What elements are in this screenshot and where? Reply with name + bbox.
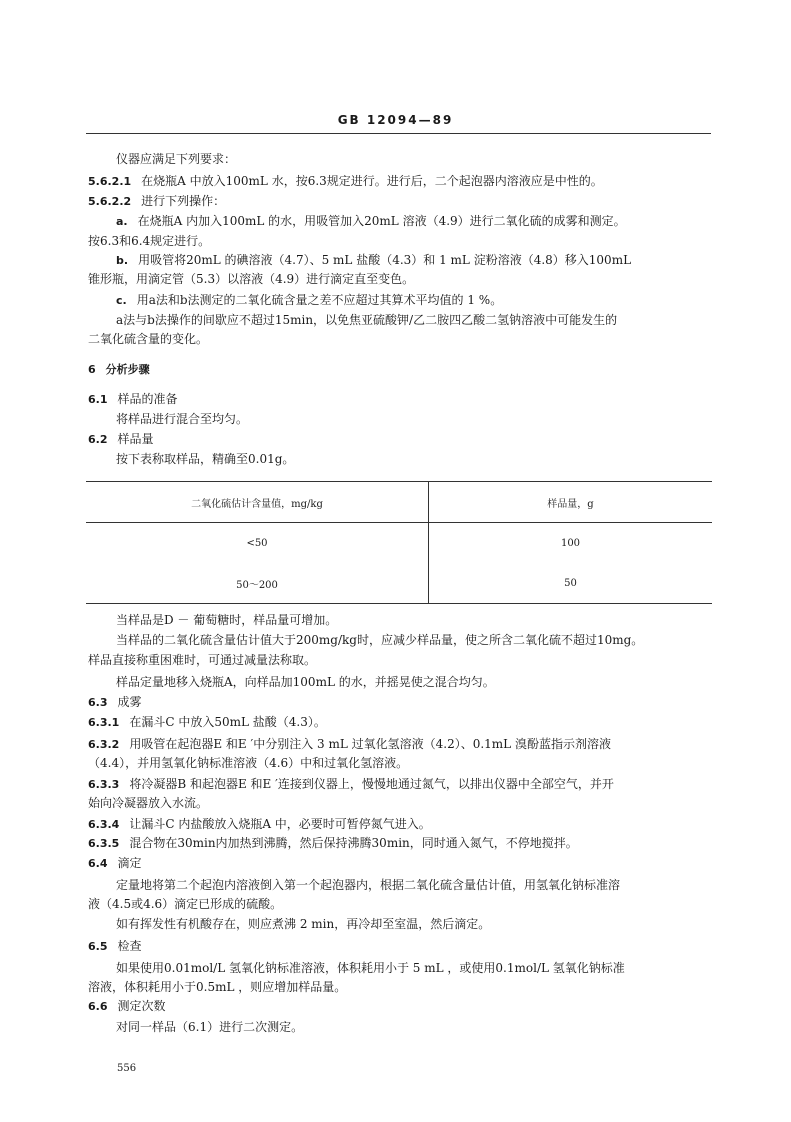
clause-6-3-4 [88, 816, 714, 833]
header-rule [86, 133, 711, 134]
paragraph: 当样品的二氧化硫含量估计值大于200mg/kg时，应减少样品量，使之所含二氧化硫不超过10mg。 [116, 633, 644, 647]
clause-number: 6.3.3 [88, 778, 120, 791]
section-6-heading [88, 361, 714, 378]
paragraph: 样品定量地移入烧瓶A，向样品加100mL 的水，并摇晃使之混合均匀。 [116, 675, 495, 689]
paragraph-cont: 液（4.5或4.6）滴定已形成的硫酸。 [88, 897, 283, 911]
section-number: 6.3 [88, 696, 108, 709]
paragraph: 按下表称取样品，精确至0.01g。 [116, 452, 295, 466]
clause-6-3-1 [88, 714, 714, 731]
clause-cont: （4.4），并用氢氧化钠标准溶液（4.6）中和过氧化氢溶液。 [88, 756, 409, 770]
paragraph: 如果使用0.01mol/L 氢氧化钠标准溶液，体积耗用小于 5 mL ，或使用0.1mol/L 氢氧化钠标准 [116, 961, 625, 975]
section-title: 分析步骤 [105, 363, 150, 376]
clause-text: 进行下列操作： [141, 194, 226, 208]
clause-number: 6.3.5 [88, 837, 120, 850]
paragraph: a法与b法操作的间歇应不超过15min，以免焦亚硫酸钾/乙二胺四乙酸二氢钠溶液中可能发生的 [116, 313, 618, 327]
paragraph-cont: 溶液，体积耗用小于0.5mL ，则应增加样品量。 [88, 980, 347, 994]
item-a-cont: 按6.3和6.4规定进行。 [88, 234, 211, 248]
clause-number: 6.3.4 [88, 818, 120, 831]
section-title: 样品的准备 [117, 392, 178, 406]
item-label: a. [116, 215, 128, 228]
table-cell: <50 [86, 523, 429, 564]
section-6-3-heading [88, 694, 714, 711]
clause-text: 在烧瓶A 中放入100mL 水，按6.3规定进行。进行后，二个起泡器内溶液应是中性的。 [141, 174, 603, 188]
clause-text: 用吸管在起泡器E 和E ′中分别注入 3 mL 过氧化氢溶液（4.2）、0.1mL 溴酚蓝指示剂溶液 [129, 737, 611, 751]
clause-6-3-5 [88, 835, 714, 852]
section-number: 6.6 [88, 1000, 108, 1013]
item-label: c. [116, 294, 127, 307]
clause-5-6-2-1 [88, 173, 714, 190]
section-number: 6.5 [88, 940, 108, 953]
item-label: b. [116, 254, 129, 267]
clause-number: 6.3.1 [88, 716, 120, 729]
paragraph: 当样品是D － 葡萄糖时，样品量可增加。 [116, 613, 338, 627]
table-row [86, 523, 712, 564]
table-header-cell: 样品量，g [429, 482, 713, 523]
section-number: 6.2 [88, 433, 108, 446]
paragraph: 如有挥发性有机酸存在，则应煮沸 2 min，再冷却至室温，然后滴定。 [116, 917, 491, 931]
section-6-4-heading [88, 855, 714, 872]
sample-size-table [86, 481, 712, 604]
table-header-cell: 二氧化硫估计含量值，mg/kg [86, 482, 429, 523]
page-number: 556 [117, 1063, 137, 1074]
clause-number: 5.6.2.2 [88, 195, 132, 208]
clause-number: 6.3.2 [88, 738, 120, 751]
section-title: 检查 [117, 939, 142, 953]
paragraph-cont: 二氧化硫含量的变化。 [88, 332, 209, 346]
section-6-1-heading [88, 391, 714, 408]
section-number: 6.4 [88, 857, 108, 870]
item-a [116, 213, 742, 230]
table-row [86, 563, 712, 604]
paragraph: 将样品进行混合至均匀。 [116, 412, 249, 426]
table-cell: 100 [560, 537, 581, 549]
section-title: 样品量 [117, 432, 154, 446]
item-c [116, 292, 742, 309]
table-cell: 50 [429, 563, 713, 604]
item-b-cont: 锥形瓶，用滴定管（5.3）以溶液（4.9）进行滴定直至变色。 [88, 272, 415, 286]
clause-number: 5.6.2.1 [88, 175, 132, 188]
section-number: 6.1 [88, 393, 108, 406]
section-6-6-heading [88, 998, 714, 1015]
table-header-row [86, 482, 712, 523]
document-header: GB 12094—89 [337, 113, 454, 127]
item-b [116, 252, 742, 269]
clause-text: 让漏斗C 内盐酸放入烧瓶A 中，必要时可暂停氮气进入。 [129, 817, 431, 831]
paragraph: 仪器应满足下列要求： [116, 152, 237, 166]
paragraph: 对同一样品（6.1）进行二次测定。 [116, 1020, 304, 1034]
table-cell: 50～200 [86, 563, 429, 604]
clause-6-3-2 [88, 736, 714, 753]
item-text: 在烧瓶A 内加入100mL 的水，用吸管加入20mL 溶液（4.9）进行二氧化硫的成雾和测定。 [137, 214, 626, 228]
clause-text: 将冷凝器B 和起泡器E 和E ′连接到仪器上，慢慢地通过氮气，以排出仪器中全部空气，并开 [129, 777, 614, 791]
clause-text: 混合物在30min内加热到沸腾，然后保持沸腾30min，同时通入氮气，不停地搅拌。 [129, 836, 578, 850]
paragraph-cont: 样品直接称重困难时，可通过减量法称取。 [88, 653, 317, 667]
section-6-5-heading [88, 938, 714, 955]
paragraph: 定量地将第二个起泡内溶液倒入第一个起泡器内，根据二氧化硫含量估计值，用氢氧化钠标准溶 [116, 878, 621, 892]
section-title: 成雾 [117, 695, 142, 709]
item-text: 用a法和b法测定的二氧化硫含量之差不应超过其算术平均值的 1 %。 [136, 293, 503, 307]
section-6-2-heading [88, 431, 714, 448]
section-title: 测定次数 [117, 999, 166, 1013]
section-title: 滴定 [117, 856, 142, 870]
clause-6-3-3 [88, 776, 714, 793]
clause-5-6-2-2 [88, 193, 714, 210]
item-text: 用吸管将20mL 的碘溶液（4.7）、5 mL 盐酸（4.3）和 1 mL 淀粉溶液（4.8）移入100mL [138, 253, 632, 267]
clause-text: 在漏斗C 中放入50mL 盐酸（4.3）。 [129, 715, 326, 729]
clause-cont: 始向冷凝器放入水流。 [88, 796, 209, 810]
section-number: 6 [88, 363, 96, 376]
